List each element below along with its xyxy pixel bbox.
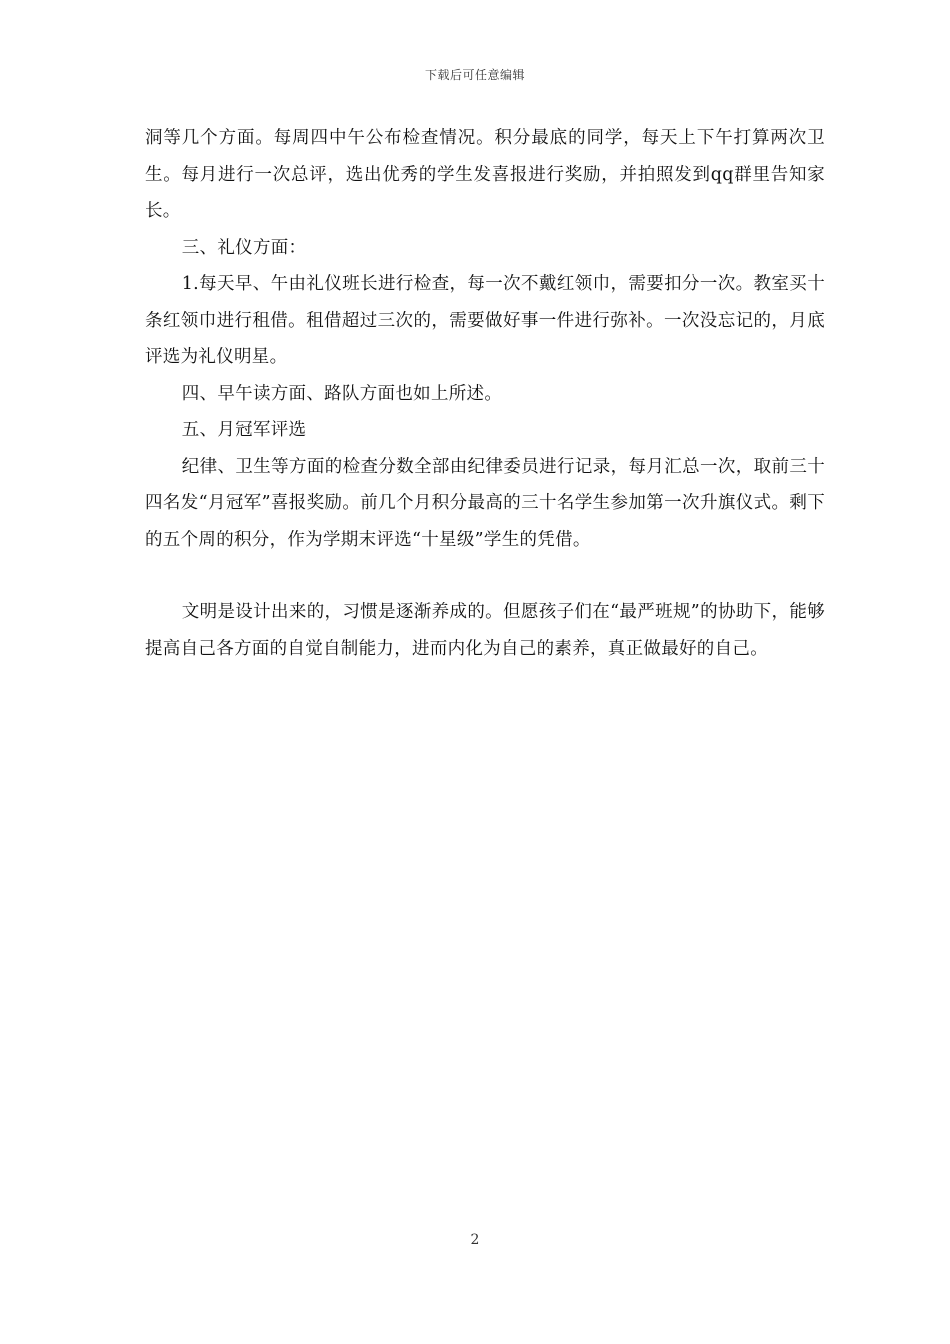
paragraph-hygiene-continued: 洞等几个方面。每周四中午公布检查情况。积分最底的同学，每天上下午打算两次卫生。每月进行一次总评，选出优秀的学生发喜报进行奖励，并拍照发到qq群里告知家长。 [145,128,825,221]
section-heading-reading-queue: 四、早午读方面、路队方面也如上所述。 [181,383,503,404]
page-number: 2 [470,1232,480,1248]
paragraph-monthly-champion: 纪律、卫生等方面的检查分数全部由纪律委员进行记录，每月汇总一次，取前三十四名发“月冠军”喜报奖励。前几个月积分最高的三十名学生参加第一次升旗仪式。剩下的五个周的积分，作为学期末评选“十星级”学生的凭借。 [145,456,825,550]
paragraph-etiquette-rules: 1.每天早、午由礼仪班长进行检查，每一次不戴红领巾，需要扣分一次。教室买十条红领巾进行租借。租借超过三次的，需要做好事一件进行弥补。一次没忘记的，月底评选为礼仪明星。 [145,274,825,367]
section-heading-monthly-champion: 五、月冠军评选 [181,420,307,440]
paragraph-conclusion: 文明是设计出来的，习惯是逐渐养成的。但愿孩子们在“最严班规”的协助下，能够提高自己各方面的自觉自制能力，进而内化为自己的素养，真正做最好的自己。 [145,602,825,659]
document-body [145,120,825,667]
paragraph-spacer [145,558,825,594]
page-header: 下载后可任意编辑 [424,68,525,82]
section-heading-etiquette: 三、礼仪方面： [181,237,307,258]
